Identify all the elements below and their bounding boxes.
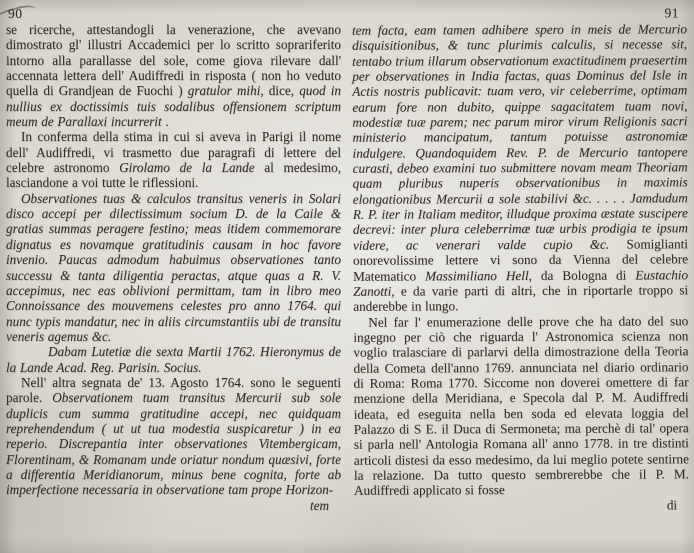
italic-text-run: tem facta, eam tamen adhibere spero in meis de Mercurio disquisitionibus, & tunc plurimis calculis, si necesse sit, tentabo trium illarum observationum exactitudinem praesertim per observationes in India factas, quas Dominus del Isle in Actis nostris publicavit: tuam vero, vir celeberrime, optimam earum fore non dubito, quippe sagacitatem tuam novi, modestiæ tuæ parem; nec parum miror virum Religionis sacri ministerio mancipatum, tantum potuisse astronomiæ indulgere. Quandoquidem Rev. P. de Mercurio tantopere curasti, debeo examini tuo submittere novam meam Theoriam quam pluribus nuperis observationibus in maximis elongationibus Mercurii a sole stabilivi &c. . . . . Jamdudum R. P. iter in Italiam meditor, illudque proxima æstate suscipere decrevi: inter plura celeberrimæ tuæ urbis prodigia te ipsum videre, ac venerari valde cupio &c. <box>351 21 688 253</box>
italic-text-run: gratulor mihi <box>187 83 261 99</box>
page-right-91 <box>352 5 689 513</box>
page-number-left: 90 <box>8 6 23 21</box>
paragraph <box>6 344 341 375</box>
text-run: , da Bologna di <box>528 266 636 283</box>
text-run: , e da varie parti di altri, che in riportarle troppo si anderebbe in lungo. <box>353 282 689 314</box>
paragraph <box>352 21 688 314</box>
italic-text-run: Girolamo de la Lande <box>119 160 255 176</box>
page-text-left <box>6 22 341 498</box>
page-number-right: 91 <box>664 5 679 21</box>
italic-text-run: quod in nullius ex doctissimis tuis sodalibus offensionem scriptum meum de Parallaxi incurrerit <box>6 83 341 130</box>
text-run: Nell' altra segnata de' 13. Agosto 1764. sono le seguenti parole. <box>6 374 341 406</box>
italic-text-run: Massimiliano Hell <box>425 267 529 283</box>
text-run: se ricerche, attestandogli la venerazione, che avevano dimostrato gl' illustri Accademici per lo scritto soprariferito intorno alla parallasse del sole, come giova rilevare dall' accennata lettera dell' Audiffredi in risposta ( non ho veduto quella di Grandjean de Fuochi ) <box>6 22 341 99</box>
italic-text-run: Dabam Lutetiæ die sexta Martii 1762. Hieronymus de la Lande Acad. Reg. Parisin. Socius. <box>6 344 341 375</box>
paragraph <box>6 129 341 190</box>
text-run: al medesimo, lasciandone a voi tutte le riflessioni. <box>6 160 341 191</box>
italic-text-run: Observationem tuam transitus Mercurii sub sole duplicis cum summa gratitudine accepi, nec quidquam reprehendendum ( ut ut tua modestia suspicaretur ) in ea reperio. Discrepantia inter observationes Vitembergicam, Florentinam, & Romanam unde oriatur nondum quæsivi, forte a differentia Meridianorum, minus bene cognita, forte ab imperfectione necessaria in observatione tam prope Horizon- <box>6 390 341 498</box>
catchword-right: di <box>666 496 678 513</box>
italic-text-run: Eustachio Zanotti <box>353 266 689 299</box>
paragraph <box>6 375 341 498</box>
paragraph <box>6 191 341 344</box>
paragraph <box>6 22 341 129</box>
text-run: . <box>161 114 169 130</box>
paragraph <box>353 313 689 499</box>
page-text-right <box>352 21 689 498</box>
text-run: In conferma della stima in cui si aveva in Parigi il nome dell' Audiffredi, vi trasmetto due paragrafi di lettere del celebre astronomo <box>6 129 341 176</box>
text-run: Nel far l' enumerazione delle prove che ha dato del suo ingegno per ciò che riguarda l' Astronomica scienza non voglio tralasciare di parlarvi della dimostrazione della Teoria della Cometa dell'anno 1769. annunciata nel diario ordinario di Roma: Roma 1770. Siccome non doverei omettere di far menzione della Meridiana, e Specola dal P. M. Audiffredi ideata, ed eseguita nella ben soda ed elevata loggia del Palazzo di S E. il Duca di Sermoneta; ma perchè di tal' opera si parla nell' Antologia Romana all' anno 1778. in tre distinti articoli distesi da esso medesimo, da lui meglio potete sentirne la relazione. Da tutto questo sembrerebbe che il P. M. Audiffredi applicato si fosse <box>353 312 689 499</box>
text-run: , dice, <box>260 83 300 99</box>
page-left-90 <box>6 6 341 513</box>
text-run: Somiglianti onorevolissime lettere vi sono da Vienna del celebre Matematico <box>352 236 689 284</box>
catchword-left: tem <box>309 497 329 513</box>
italic-text-run: Observationes tuas & calculos transitus veneris in Solari disco accepi per dilectissimum socium D. de la Caile & gratias summas peragere festino; meas itidem commemorare dignatus es novamque gratitudinis causam in hoc favore invenio. Paucas admodum habuimus observationes tanto successu & tanta diligentia peractas, atque quas a R. V. accepimus, nec eas oblivioni permittam, tam in libro meo Connoissance des mouvemens celestes pro anno 1764. qui nunc typis mandatur, nec in aliis circumstantiis ubi de transitu veneris agemus &c. <box>6 190 341 344</box>
